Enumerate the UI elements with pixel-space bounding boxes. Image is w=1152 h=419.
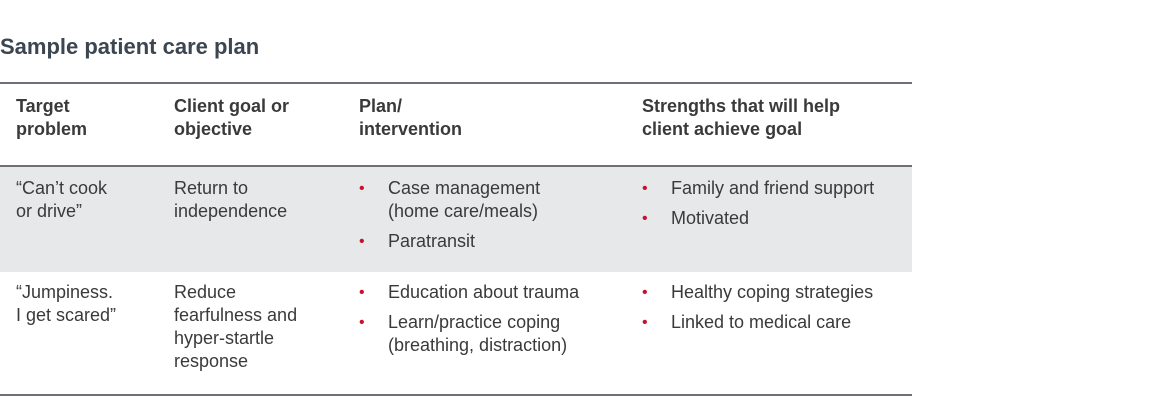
column-header-plan-intervention: Plan/ intervention (359, 96, 463, 139)
target-problem-cell: “Can’t cook or drive” (16, 178, 108, 221)
strengths-cell (642, 177, 910, 237)
plan-item-text: Case management (home care/meals) (388, 178, 541, 221)
list-item (642, 311, 910, 334)
plan-list (359, 177, 629, 253)
strengths-list (642, 281, 910, 334)
plan-item-text: Paratransit (388, 231, 476, 251)
column-header-target-problem: Target problem (16, 96, 88, 139)
list-item (359, 281, 629, 304)
strength-item-text: Family and friend support (671, 178, 875, 198)
list-item (642, 281, 910, 304)
care-plan-table (0, 82, 912, 396)
client-goal-cell: Reduce fearfulness and hyper-startle response (174, 282, 298, 371)
strength-item-text: Linked to medical care (671, 312, 852, 332)
column-header-client-goal: Client goal or objective (174, 96, 290, 139)
bullet-icon: • (359, 314, 365, 331)
bullet-icon: • (642, 314, 648, 331)
strength-item-text: Healthy coping strategies (671, 282, 874, 302)
strength-item-text: Motivated (671, 208, 750, 228)
plan-list (359, 281, 629, 357)
list-item (359, 311, 629, 357)
table-row (0, 272, 912, 394)
bullet-icon: • (642, 284, 648, 301)
strengths-cell (642, 281, 910, 341)
table-header-row (0, 84, 912, 165)
plan-item-text: Education about trauma (388, 282, 580, 302)
bullet-icon: • (359, 284, 365, 301)
client-goal-cell: Return to independence (174, 178, 288, 221)
bullet-icon: • (642, 180, 648, 197)
strengths-list (642, 177, 910, 230)
column-header-strengths: Strengths that will help client achieve goal (642, 96, 841, 139)
list-item (359, 230, 629, 253)
plan-item-text: Learn/practice coping (breathing, distraction) (388, 312, 568, 355)
plan-cell (359, 177, 629, 260)
list-item (642, 177, 910, 200)
list-item (642, 207, 910, 230)
bullet-icon: • (642, 210, 648, 227)
table-row (0, 167, 912, 272)
bullet-icon: • (359, 180, 365, 197)
page-title: Sample patient care plan (0, 34, 260, 59)
table-bottom-rule (0, 394, 912, 396)
plan-cell (359, 281, 629, 364)
list-item (359, 177, 629, 223)
target-problem-cell: “Jumpiness. I get scared” (16, 282, 117, 325)
bullet-icon: • (359, 233, 365, 250)
